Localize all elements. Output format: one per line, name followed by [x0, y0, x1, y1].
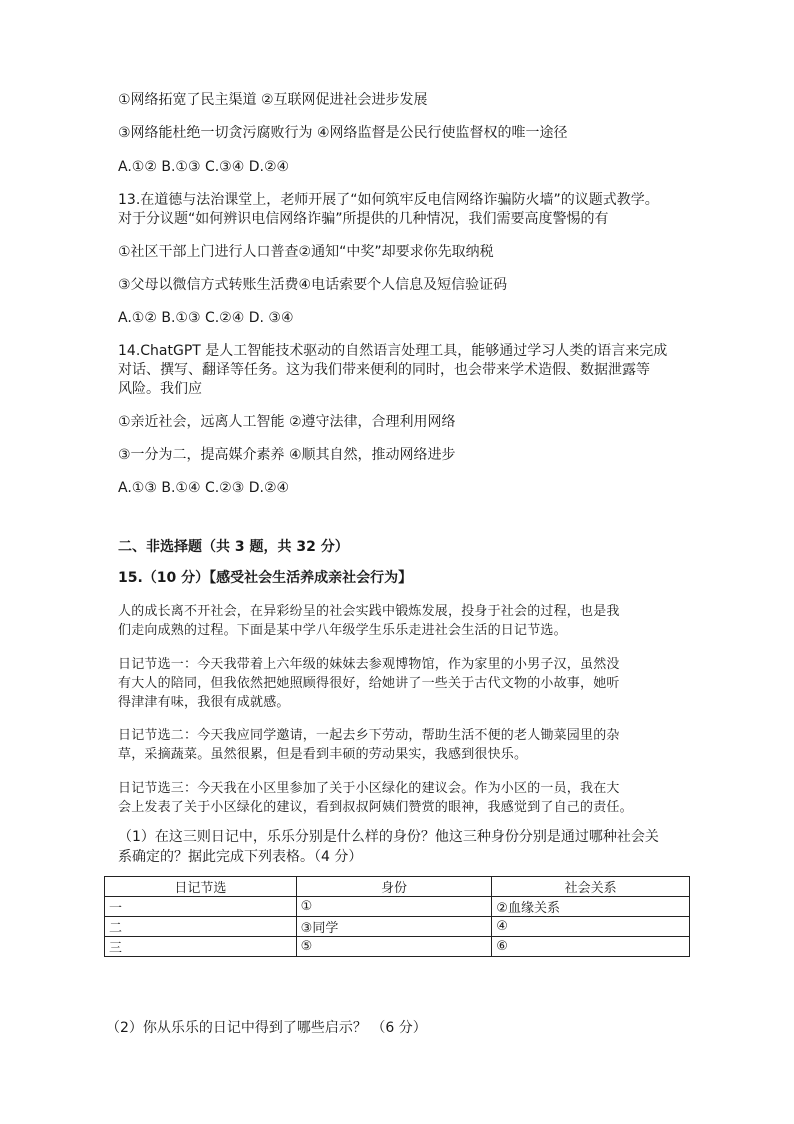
table-cell: ⑤	[296, 937, 492, 957]
table-row	[105, 937, 690, 957]
table-header-cell: 社会关系	[492, 877, 690, 897]
table-cell: ③同学	[296, 917, 492, 937]
table-header-cell: 日记节选	[105, 877, 297, 897]
table-header-cell: 身份	[296, 877, 492, 897]
q13-stem-line-2: 对于分议题“如何辨识电信网络诈骗”所提供的几种情况，我们需要高度警惕的有	[118, 211, 609, 227]
q15-sub-question-2: （2）你从乐乐的日记中得到了哪些启示？ （6 分）	[106, 1020, 427, 1036]
q12-statements-line-1: ①网络拓宽了民主渠道 ②互联网促进社会进步发展	[118, 92, 428, 108]
q13-stem-line-1: 13.在道德与法治课堂上，老师开展了“如何筑牢反电信网络诈骗防火墙”的议题式教学。	[118, 192, 659, 208]
q15-diary-2-line-1: 日记节选二：今天我应同学邀请，一起去乡下劳动，帮助生活不便的老人锄菜园里的杂	[118, 728, 620, 743]
q15-intro-line-1: 人的成长离不开社会，在异彩纷呈的社会实践中锻炼发展，投身于社会的过程，也是我	[118, 604, 620, 619]
q13-statements-line-1: ①社区干部上门进行人口普查②通知“中奖”却要求你先取纳税	[118, 244, 494, 260]
section-2-heading: 二、非选择题（共 3 题，共 32 分）	[118, 539, 349, 555]
table-header-row	[105, 877, 690, 897]
q15-sub-question-1-line-1: （1）在这三则日记中，乐乐分别是什么样的身份？他这三种身份分别是通过哪种社会关	[118, 829, 659, 845]
q15-diary-1-line-3: 得津津有味，我很有成就感。	[118, 695, 290, 710]
q13-options: A.①② B.①③ C.②④ D. ③④	[118, 310, 294, 326]
q14-stem-line-1: 14.ChatGPT 是人工智能技术驱动的自然语言处理工具，能够通过学习人类的语言来完成	[118, 343, 668, 359]
table-row	[105, 897, 690, 917]
table-cell: ④	[492, 917, 690, 937]
table-cell: ②血缘关系	[492, 897, 690, 917]
table-cell: ⑥	[492, 937, 690, 957]
q13-statements-line-2: ③父母以微信方式转账生活费④电话索要个人信息及短信验证码	[118, 277, 508, 293]
q15-diary-2-line-2: 草，采摘蔬菜。虽然很累，但是看到丰硕的劳动果实，我感到很快乐。	[118, 747, 528, 762]
q15-answer-table	[104, 876, 690, 957]
table-row	[105, 917, 690, 937]
q14-stem-line-3: 风险。我们应	[118, 381, 202, 397]
q15-sub-question-1-line-2: 系确定的？据此完成下列表格。（4 分）	[118, 849, 363, 865]
q12-options: A.①② B.①③ C.③④ D.②④	[118, 159, 290, 175]
q14-statements-line-2: ③一分为二，提高媒介素养 ④顺其自然，推动网络进步	[118, 447, 456, 463]
table-cell: 三	[105, 937, 297, 957]
q15-diary-1-line-1: 日记节选一：今天我带着上六年级的妹妹去参观博物馆，作为家里的小男子汉，虽然没	[118, 657, 620, 672]
q15-intro-line-2: 们走向成熟的过程。下面是某中学八年级学生乐乐走进社会生活的日记节选。	[118, 623, 567, 638]
table-cell: 二	[105, 917, 297, 937]
q15-diary-3-line-1: 日记节选三：今天我在小区里参加了关于小区绿化的建议会。作为小区的一员，我在大	[118, 781, 620, 796]
q15-title: 15.（10 分）【感受社会生活养成亲社会行为】	[118, 570, 413, 586]
q14-statements-line-1: ①亲近社会，远离人工智能 ②遵守法律，合理利用网络	[118, 414, 456, 430]
q12-statements-line-2: ③网络能杜绝一切贪污腐败行为 ④网络监督是公民行使监督权的唯一途径	[118, 125, 568, 141]
q15-diary-1-line-2: 有大人的陪同，但我依然把她照顾得很好，给她讲了一些关于古代文物的小故事，她听	[118, 676, 620, 691]
table-cell: ①	[296, 897, 492, 917]
q14-stem-line-2: 对话、撰写、翻译等任务。这为我们带来便利的同时，也会带来学术造假、数据泄露等	[118, 362, 650, 378]
q14-options: A.①③ B.①④ C.②③ D.②④	[118, 480, 290, 496]
q15-diary-3-line-2: 会上发表了关于小区绿化的建议，看到叔叔阿姨们赞赏的眼神，我感觉到了自己的责任。	[118, 800, 633, 815]
table-cell: 一	[105, 897, 297, 917]
